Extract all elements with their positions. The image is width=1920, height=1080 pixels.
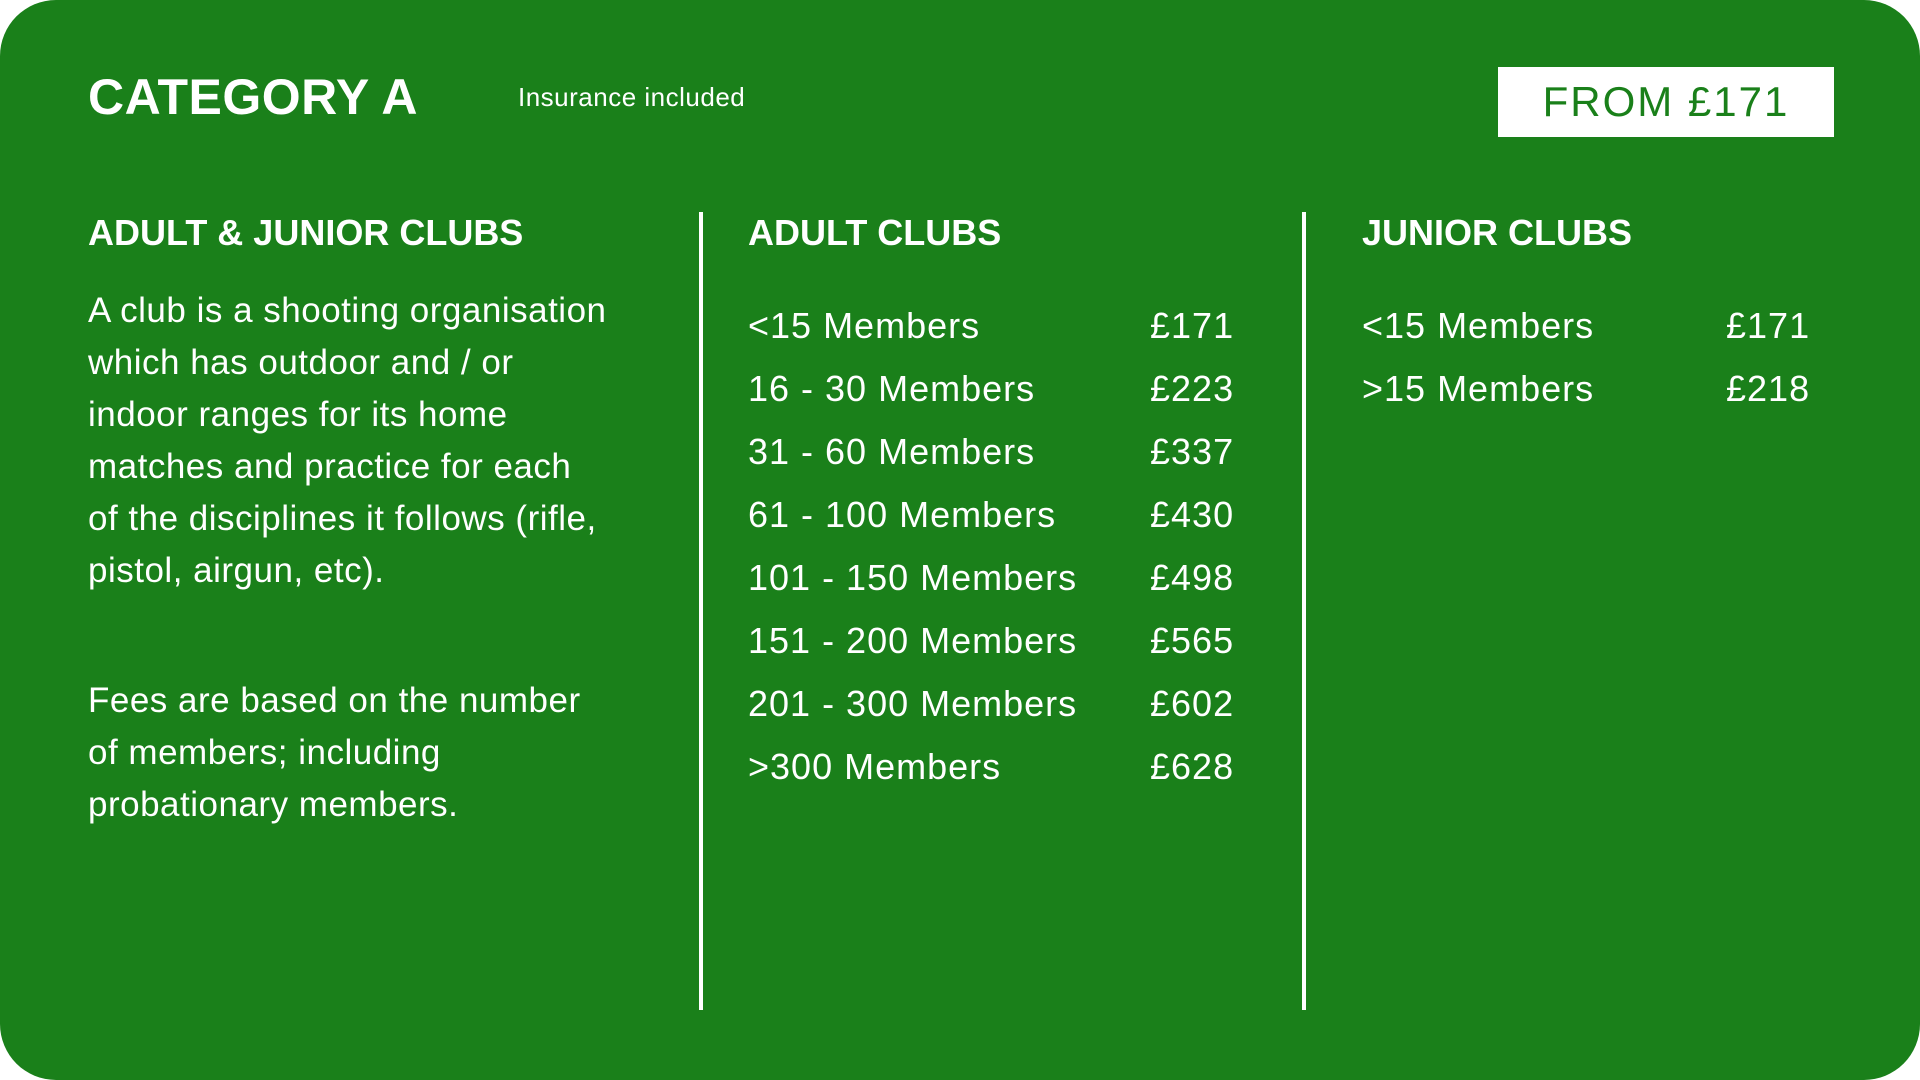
- fee-row: [748, 300, 1248, 363]
- club-definition-paragraph: A club is a shooting organisation which has outdoor and / or indoor ranges for its home matches and practice for each of the disciplines it follows (rifle, pistol, airgun, etc).: [88, 291, 607, 590]
- fees-basis-paragraph: Fees are based on the number of members; including probationary members.: [88, 681, 581, 824]
- fee-row-label: 61 - 100 Members: [748, 494, 1057, 535]
- adult-clubs-heading: ADULT CLUBS: [748, 212, 1002, 253]
- fee-row: [748, 615, 1248, 678]
- fee-row: [748, 363, 1248, 426]
- fee-row: [1362, 300, 1862, 363]
- fee-row-label: 16 - 30 Members: [748, 368, 1036, 409]
- fee-row-label: 31 - 60 Members: [748, 431, 1036, 472]
- category-title: CATEGORY A: [88, 69, 419, 125]
- fee-row: [748, 741, 1248, 804]
- fee-row-price: £565: [1150, 620, 1235, 661]
- fee-row-price: £430: [1150, 494, 1235, 535]
- fee-row-price: £223: [1150, 368, 1235, 409]
- fee-row-price: £171: [1726, 305, 1811, 346]
- adult-junior-clubs-heading: ADULT & JUNIOR CLUBS: [88, 212, 524, 253]
- fee-row-price: £628: [1150, 746, 1235, 787]
- fee-row: [748, 426, 1248, 489]
- fee-row-label: <15 Members: [748, 305, 981, 346]
- fee-row-label: 201 - 300 Members: [748, 683, 1078, 724]
- fee-row: [1362, 363, 1862, 426]
- adult-fee-table: [748, 300, 1248, 804]
- fee-row-label: <15 Members: [1362, 305, 1595, 346]
- column-divider: [1302, 212, 1306, 1010]
- fee-row: [748, 489, 1248, 552]
- fee-row-price: £218: [1726, 368, 1811, 409]
- junior-fee-table: [1362, 300, 1862, 426]
- fee-row-label: 151 - 200 Members: [748, 620, 1078, 661]
- fee-row-label: >300 Members: [748, 746, 1002, 787]
- column-divider: [699, 212, 703, 1010]
- fee-row: [748, 552, 1248, 615]
- insurance-note: Insurance included: [518, 82, 746, 112]
- fee-row-price: £602: [1150, 683, 1235, 724]
- fee-row-label: 101 - 150 Members: [748, 557, 1078, 598]
- junior-clubs-heading: JUNIOR CLUBS: [1362, 212, 1633, 253]
- fee-row-price: £171: [1150, 305, 1235, 346]
- fee-row: [748, 678, 1248, 741]
- from-price-badge: FROM £171: [1498, 67, 1834, 137]
- fee-row-price: £337: [1150, 431, 1235, 472]
- fee-row-label: >15 Members: [1362, 368, 1595, 409]
- fee-row-price: £498: [1150, 557, 1235, 598]
